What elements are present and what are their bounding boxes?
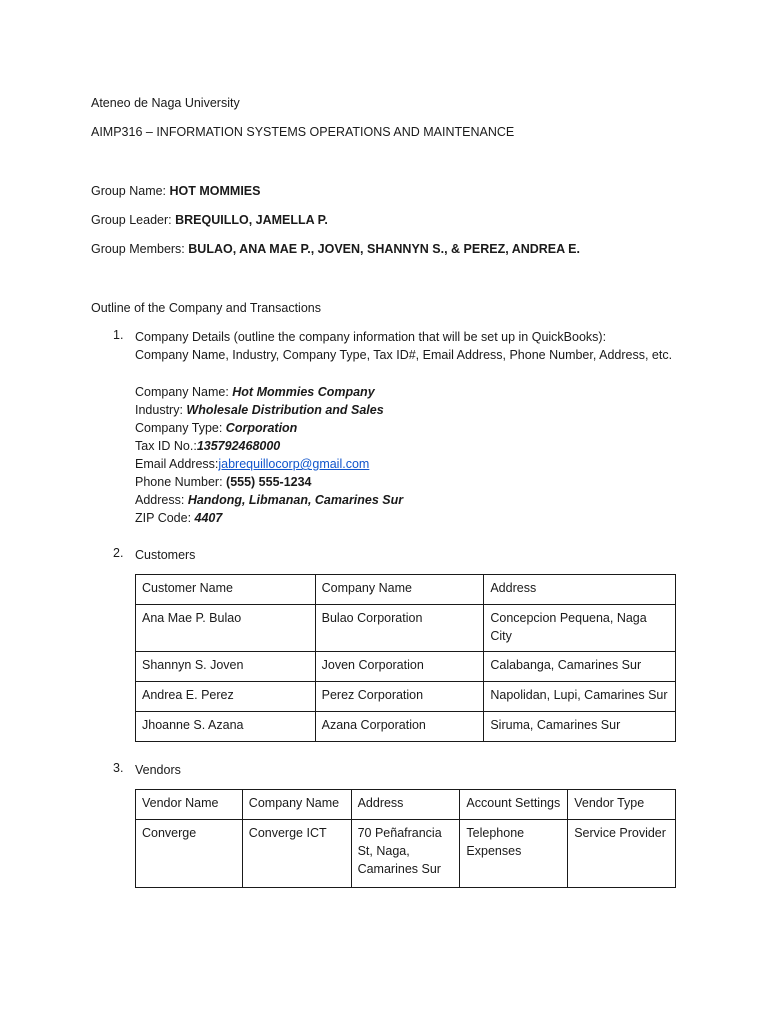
- email-line: [135, 455, 688, 473]
- company-type-label: Company Type:: [135, 421, 226, 435]
- company-name-line: [135, 383, 688, 401]
- section-3-number: 3.: [113, 761, 124, 775]
- group-name: [91, 182, 688, 200]
- table-cell: Perez Corporation: [315, 682, 484, 712]
- section-1-subtitle: Company Name, Industry, Company Type, Tax ID#, Email Address, Phone Number, Address, etc.: [135, 348, 673, 362]
- section-2-number: 2.: [113, 546, 124, 560]
- table-header-cell: Company Name: [315, 575, 484, 605]
- outline-title: Outline of the Company and Transactions: [91, 301, 321, 315]
- table-header-cell: Vendor Name: [136, 790, 243, 820]
- table-cell: Jhoanne S. Azana: [136, 712, 316, 742]
- email-label: Email Address:: [135, 457, 219, 471]
- section-2-title: Customers: [135, 548, 196, 562]
- table-cell: Service Provider: [568, 820, 676, 888]
- table-cell: Azana Corporation: [315, 712, 484, 742]
- table-cell: Ana Mae P. Bulao: [136, 605, 316, 652]
- group-leader-label: Group Leader:: [91, 213, 176, 227]
- table-cell: Concepcion Pequena, Naga City: [484, 605, 676, 652]
- email-link[interactable]: jabrequillocorp@gmail.com: [218, 457, 370, 471]
- table-row: [136, 820, 676, 888]
- industry-value: Wholesale Distribution and Sales: [186, 403, 384, 417]
- phone-line: [135, 473, 688, 491]
- phone-label: Phone Number:: [135, 475, 227, 489]
- company-name-label: Company Name:: [135, 385, 233, 399]
- group-members-label: Group Members:: [91, 242, 189, 256]
- section-1-title: Company Details (outline the company information that will be set up in QuickBooks):: [135, 330, 607, 344]
- table-cell: Shannyn S. Joven: [136, 652, 316, 682]
- table-cell: Converge ICT: [242, 820, 351, 888]
- vendors-table: [135, 789, 676, 888]
- zip-line: [135, 509, 688, 527]
- table-header-cell: Company Name: [242, 790, 351, 820]
- section-customers: [91, 546, 688, 564]
- section-company-details: [91, 328, 688, 527]
- university-name: Ateneo de Naga University: [91, 96, 240, 110]
- group-name-label: Group Name:: [91, 184, 170, 198]
- table-cell: 70 Peñafrancia St, Naga, Camarines Sur: [351, 820, 460, 888]
- table-row: [136, 682, 676, 712]
- table-header-row: [136, 575, 676, 605]
- group-leader-value: BREQUILLO, JAMELLA P.: [175, 213, 328, 227]
- table-row: [136, 605, 676, 652]
- group-members: [91, 240, 688, 258]
- table-cell: Converge: [136, 820, 243, 888]
- table-cell: Siruma, Camarines Sur: [484, 712, 676, 742]
- zip-label: ZIP Code:: [135, 511, 195, 525]
- table-cell: Napolidan, Lupi, Camarines Sur: [484, 682, 676, 712]
- industry-line: [135, 401, 688, 419]
- company-type-line: [135, 419, 688, 437]
- table-cell: Bulao Corporation: [315, 605, 484, 652]
- table-row: [136, 712, 676, 742]
- group-leader: [91, 211, 688, 229]
- zip-value: 4407: [194, 511, 223, 525]
- group-members-value: BULAO, ANA MAE P., JOVEN, SHANNYN S., & PEREZ, ANDREA E.: [188, 242, 580, 256]
- tax-id-line: [135, 437, 688, 455]
- course-title: AIMP316 – INFORMATION SYSTEMS OPERATIONS AND MAINTENANCE: [91, 125, 515, 139]
- table-header-cell: Address: [484, 575, 676, 605]
- address-line: [135, 491, 688, 509]
- phone-value: (555) 555-1234: [226, 475, 312, 489]
- customers-table: [135, 574, 676, 742]
- industry-label: Industry:: [135, 403, 187, 417]
- section-3-title: Vendors: [135, 763, 181, 777]
- tax-id-value: 135792468000: [196, 439, 281, 453]
- table-cell: Telephone Expenses: [460, 820, 568, 888]
- company-name-value: Hot Mommies Company: [232, 385, 375, 399]
- table-header-cell: Account Settings: [460, 790, 568, 820]
- tax-id-label: Tax ID No.:: [135, 439, 197, 453]
- address-label: Address:: [135, 493, 188, 507]
- table-header-cell: Customer Name: [136, 575, 316, 605]
- table-cell: Andrea E. Perez: [136, 682, 316, 712]
- address-value: Handong, Libmanan, Camarines Sur: [187, 493, 404, 507]
- table-header-row: [136, 790, 676, 820]
- section-vendors: [91, 761, 688, 779]
- table-header-cell: Vendor Type: [568, 790, 676, 820]
- table-row: [136, 652, 676, 682]
- group-name-value: HOT MOMMIES: [169, 184, 261, 198]
- table-cell: Joven Corporation: [315, 652, 484, 682]
- section-1-number: 1.: [113, 328, 124, 342]
- company-type-value: Corporation: [225, 421, 298, 435]
- table-cell: Calabanga, Camarines Sur: [484, 652, 676, 682]
- table-header-cell: Address: [351, 790, 460, 820]
